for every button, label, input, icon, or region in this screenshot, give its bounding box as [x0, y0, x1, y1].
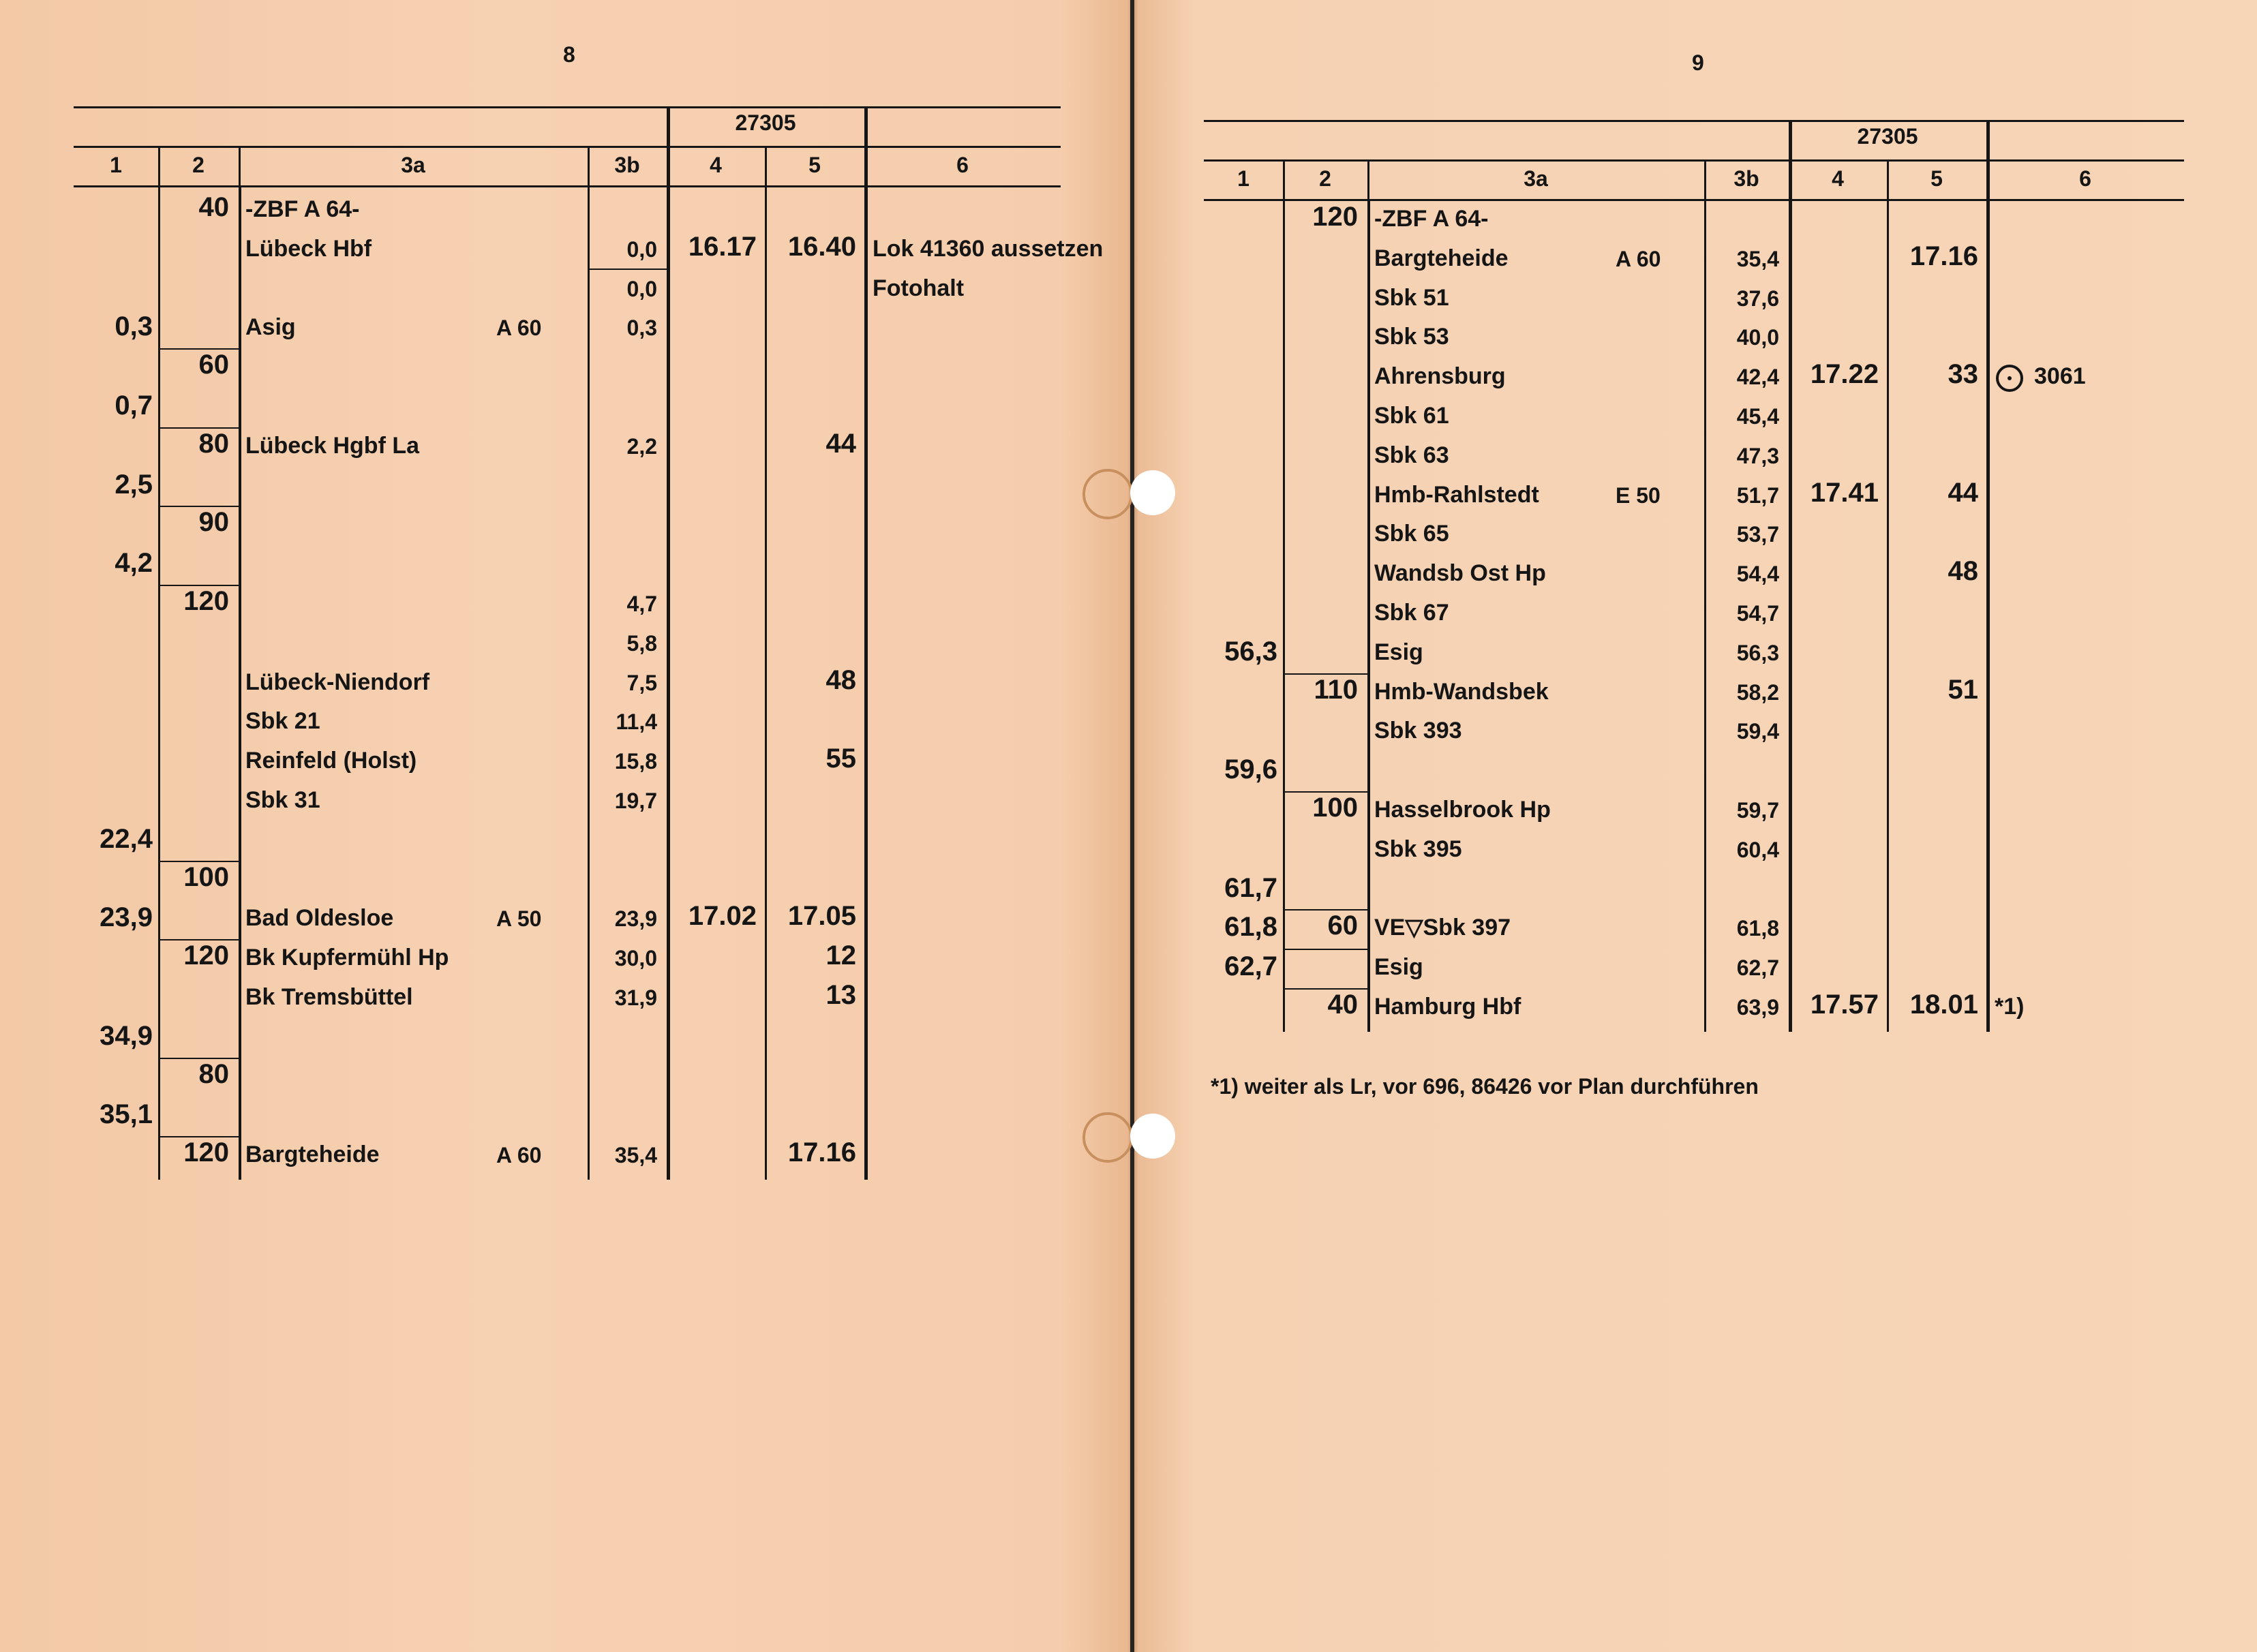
departure-time: 13 — [825, 980, 856, 1010]
speed-value: 120 — [183, 1137, 229, 1168]
distance-value: 42,4 — [1736, 365, 1779, 390]
signal-speed: A 50 — [496, 906, 542, 932]
signal-speed: A 60 — [1616, 246, 1661, 271]
column-header: 4 — [710, 153, 722, 177]
remark: Lok 41360 aussetzen — [873, 235, 1104, 262]
header-column-divider — [1367, 159, 1369, 199]
distance-value: 37,6 — [1736, 286, 1779, 311]
distance-value: 15,8 — [614, 749, 657, 774]
distance-value: 59,4 — [1736, 719, 1779, 744]
km-value: 34,9 — [100, 1020, 153, 1051]
station-name: Bk Tremsbüttel — [245, 984, 413, 1010]
km-value: 61,7 — [1224, 872, 1277, 903]
distance-value: 0,0 — [626, 276, 657, 301]
station-name: Sbk 21 — [245, 708, 320, 735]
column-4-5-divider — [1887, 159, 1889, 1032]
km-value: 59,6 — [1224, 754, 1277, 785]
distance-value: 11,4 — [616, 709, 657, 735]
remark: 3061 — [2034, 363, 2086, 390]
distance-value: 45,4 — [1736, 404, 1779, 429]
km-value: 23,9 — [100, 902, 153, 933]
departure-time: 17.16 — [787, 1137, 856, 1168]
column-header: 3a — [401, 153, 425, 177]
station-name: Esig — [1374, 639, 1423, 665]
km-value: 0,7 — [115, 391, 153, 420]
station-name: Sbk 395 — [1374, 836, 1462, 862]
distance-value: 0,0 — [626, 236, 657, 262]
departure-time: 12 — [825, 940, 856, 971]
distance-value: 35,4 — [614, 1143, 657, 1168]
distance-value: 47,3 — [1736, 443, 1779, 468]
train-block-left-rule — [1789, 120, 1792, 1032]
distance-value: 54,7 — [1736, 601, 1779, 626]
arrival-time: 16.17 — [688, 231, 757, 262]
departure-time: 16.40 — [787, 231, 856, 262]
departure-time: 48 — [825, 664, 856, 695]
distance-value: 35,4 — [1736, 246, 1779, 271]
column-header: 5 — [1930, 166, 1943, 191]
distance-value: 59,7 — [1736, 798, 1779, 823]
train-block-right-rule — [1986, 120, 1990, 1032]
speed-value: 80 — [198, 1058, 229, 1089]
station-name: Sbk 67 — [1374, 600, 1449, 626]
signal-speed: A 60 — [496, 1143, 542, 1168]
column-1-2-divider — [1283, 199, 1285, 1032]
arrival-time: 17.57 — [1810, 990, 1879, 1020]
departure-time: 33 — [1948, 359, 1978, 390]
station-name: Esig — [1374, 954, 1423, 981]
arrival-time: 17.22 — [1810, 359, 1879, 390]
departure-time: 44 — [825, 428, 856, 459]
station-name: Sbk 51 — [1374, 284, 1449, 311]
station-name: Reinfeld (Holst) — [245, 748, 417, 774]
speed-value: 100 — [183, 861, 229, 892]
station-name: Lübeck Hbf — [245, 235, 372, 262]
station-name: Sbk 53 — [1374, 324, 1449, 350]
departure-time: 55 — [825, 744, 856, 774]
column-header: 3a — [1524, 166, 1548, 191]
departure-time: 18.01 — [1909, 990, 1978, 1020]
station-name: Lübeck Hgbf La — [245, 432, 420, 459]
train-number: 27305 — [735, 110, 796, 135]
station-name: Hmb-Wandsbek — [1374, 678, 1549, 705]
speed-value: 40 — [1327, 990, 1358, 1020]
distance-value: 4,7 — [626, 592, 657, 616]
km-value: 62,7 — [1224, 951, 1277, 982]
station-name: Bad Oldesloe — [245, 905, 394, 932]
train-header-rule — [1204, 159, 2184, 162]
distance-value: 31,9 — [614, 985, 657, 1010]
km-value: 22,4 — [100, 823, 153, 854]
station-name: Bargteheide — [245, 1142, 380, 1168]
footnote: *1) weiter als Lr, vor 696, 86426 vor Plan durchführen — [1211, 1073, 1759, 1099]
km-value: 56,3 — [1224, 636, 1277, 667]
distance-value: 63,9 — [1736, 995, 1779, 1020]
speed-value: 60 — [1327, 911, 1358, 941]
station-name: Hasselbrook Hp — [1374, 797, 1551, 823]
station-name: Ahrensburg — [1374, 363, 1506, 390]
station-name: Sbk 61 — [1374, 403, 1449, 429]
header-column-divider — [1704, 159, 1706, 199]
departure-time: 48 — [1948, 556, 1978, 587]
column-header: 2 — [1319, 166, 1331, 191]
departure-time: 51 — [1948, 674, 1978, 705]
station-name: Bk Kupfermühl Hp — [245, 945, 449, 971]
speed-value: 100 — [1312, 793, 1358, 823]
column-header: 1 — [1237, 166, 1249, 191]
station-name: Lübeck-Niendorf — [245, 669, 430, 695]
distance-value: 56,3 — [1736, 640, 1779, 665]
column-header: 5 — [808, 153, 821, 177]
column-header-rule — [1204, 199, 2184, 201]
speed-value: 120 — [1312, 202, 1358, 232]
km-value: 2,5 — [115, 469, 153, 500]
distance-value: 54,4 — [1736, 562, 1779, 587]
departure-time: 17.05 — [787, 901, 856, 932]
distance-value: 5,8 — [626, 630, 657, 656]
remark: *1) — [1995, 994, 2025, 1020]
speed-value: 40 — [198, 192, 229, 222]
speed-value: 90 — [198, 507, 229, 538]
table-top-rule — [1204, 120, 2184, 122]
distance-value: 2,2 — [626, 433, 657, 459]
speed-value: 120 — [183, 586, 229, 616]
station-name: Sbk 393 — [1374, 718, 1462, 744]
distance-value: 60,4 — [1736, 837, 1779, 862]
station-name: Hmb-Rahlstedt — [1374, 481, 1539, 508]
distance-value: 0,3 — [626, 316, 657, 341]
km-value: 35,1 — [100, 1099, 153, 1130]
distance-value: 62,7 — [1736, 955, 1779, 981]
speed-value: 80 — [198, 428, 229, 459]
distance-value: 58,2 — [1736, 679, 1779, 705]
column-header: 3b — [614, 153, 640, 177]
signal-speed: E 50 — [1616, 483, 1661, 508]
station-name: Sbk 63 — [1374, 442, 1449, 468]
distance-value: 19,7 — [614, 789, 657, 813]
signal-speed: A 60 — [496, 316, 542, 341]
arrival-time: 17.41 — [1810, 477, 1879, 508]
page-number: 8 — [563, 42, 575, 67]
station-name: Asig — [245, 314, 296, 341]
remark: Fotohalt — [873, 275, 965, 301]
speed-change-rule — [1283, 949, 1367, 950]
speed-value: 120 — [183, 940, 229, 971]
departure-time: 44 — [1948, 477, 1978, 508]
distance-value: 53,7 — [1736, 522, 1779, 547]
distance-value: 51,7 — [1736, 483, 1779, 508]
speed-value: 60 — [198, 350, 229, 380]
station-name: Bargteheide — [1374, 245, 1509, 271]
station-name: -ZBF A 64- — [245, 196, 360, 222]
distance-value: 30,0 — [614, 946, 657, 971]
train-number: 27305 — [1857, 124, 1918, 149]
station-name: -ZBF A 64- — [1374, 206, 1489, 232]
station-name: Hamburg Hbf — [1374, 994, 1521, 1020]
station-name: VE▽Sbk 397 — [1374, 915, 1511, 941]
speed-value: 110 — [1314, 674, 1358, 705]
arrival-time: 17.02 — [688, 901, 757, 932]
header-column-divider — [1283, 159, 1285, 199]
departure-time: 17.16 — [1909, 241, 1978, 271]
km-value: 0,3 — [115, 311, 153, 342]
distance-value: 61,8 — [1736, 916, 1779, 941]
km-value: 4,2 — [115, 548, 153, 579]
column-header: 1 — [110, 153, 122, 177]
distance-value: 7,5 — [626, 670, 657, 695]
column-2-3a-divider — [1367, 199, 1370, 1032]
station-name: Sbk 31 — [245, 787, 320, 813]
station-name: Wandsb Ost Hp — [1374, 560, 1546, 587]
column-header: 6 — [2079, 166, 2091, 191]
distance-value: 23,9 — [614, 906, 657, 932]
column-header: 3b — [1733, 166, 1759, 191]
distance-value: 40,0 — [1736, 325, 1779, 350]
page-number: 9 — [1692, 50, 1704, 75]
station-name: Sbk 65 — [1374, 521, 1449, 547]
column-header: 2 — [192, 153, 205, 177]
km-value: 61,8 — [1224, 912, 1277, 943]
timing-circle-icon — [1996, 365, 2023, 392]
column-header: 4 — [1832, 166, 1844, 191]
column-header: 6 — [956, 153, 969, 177]
